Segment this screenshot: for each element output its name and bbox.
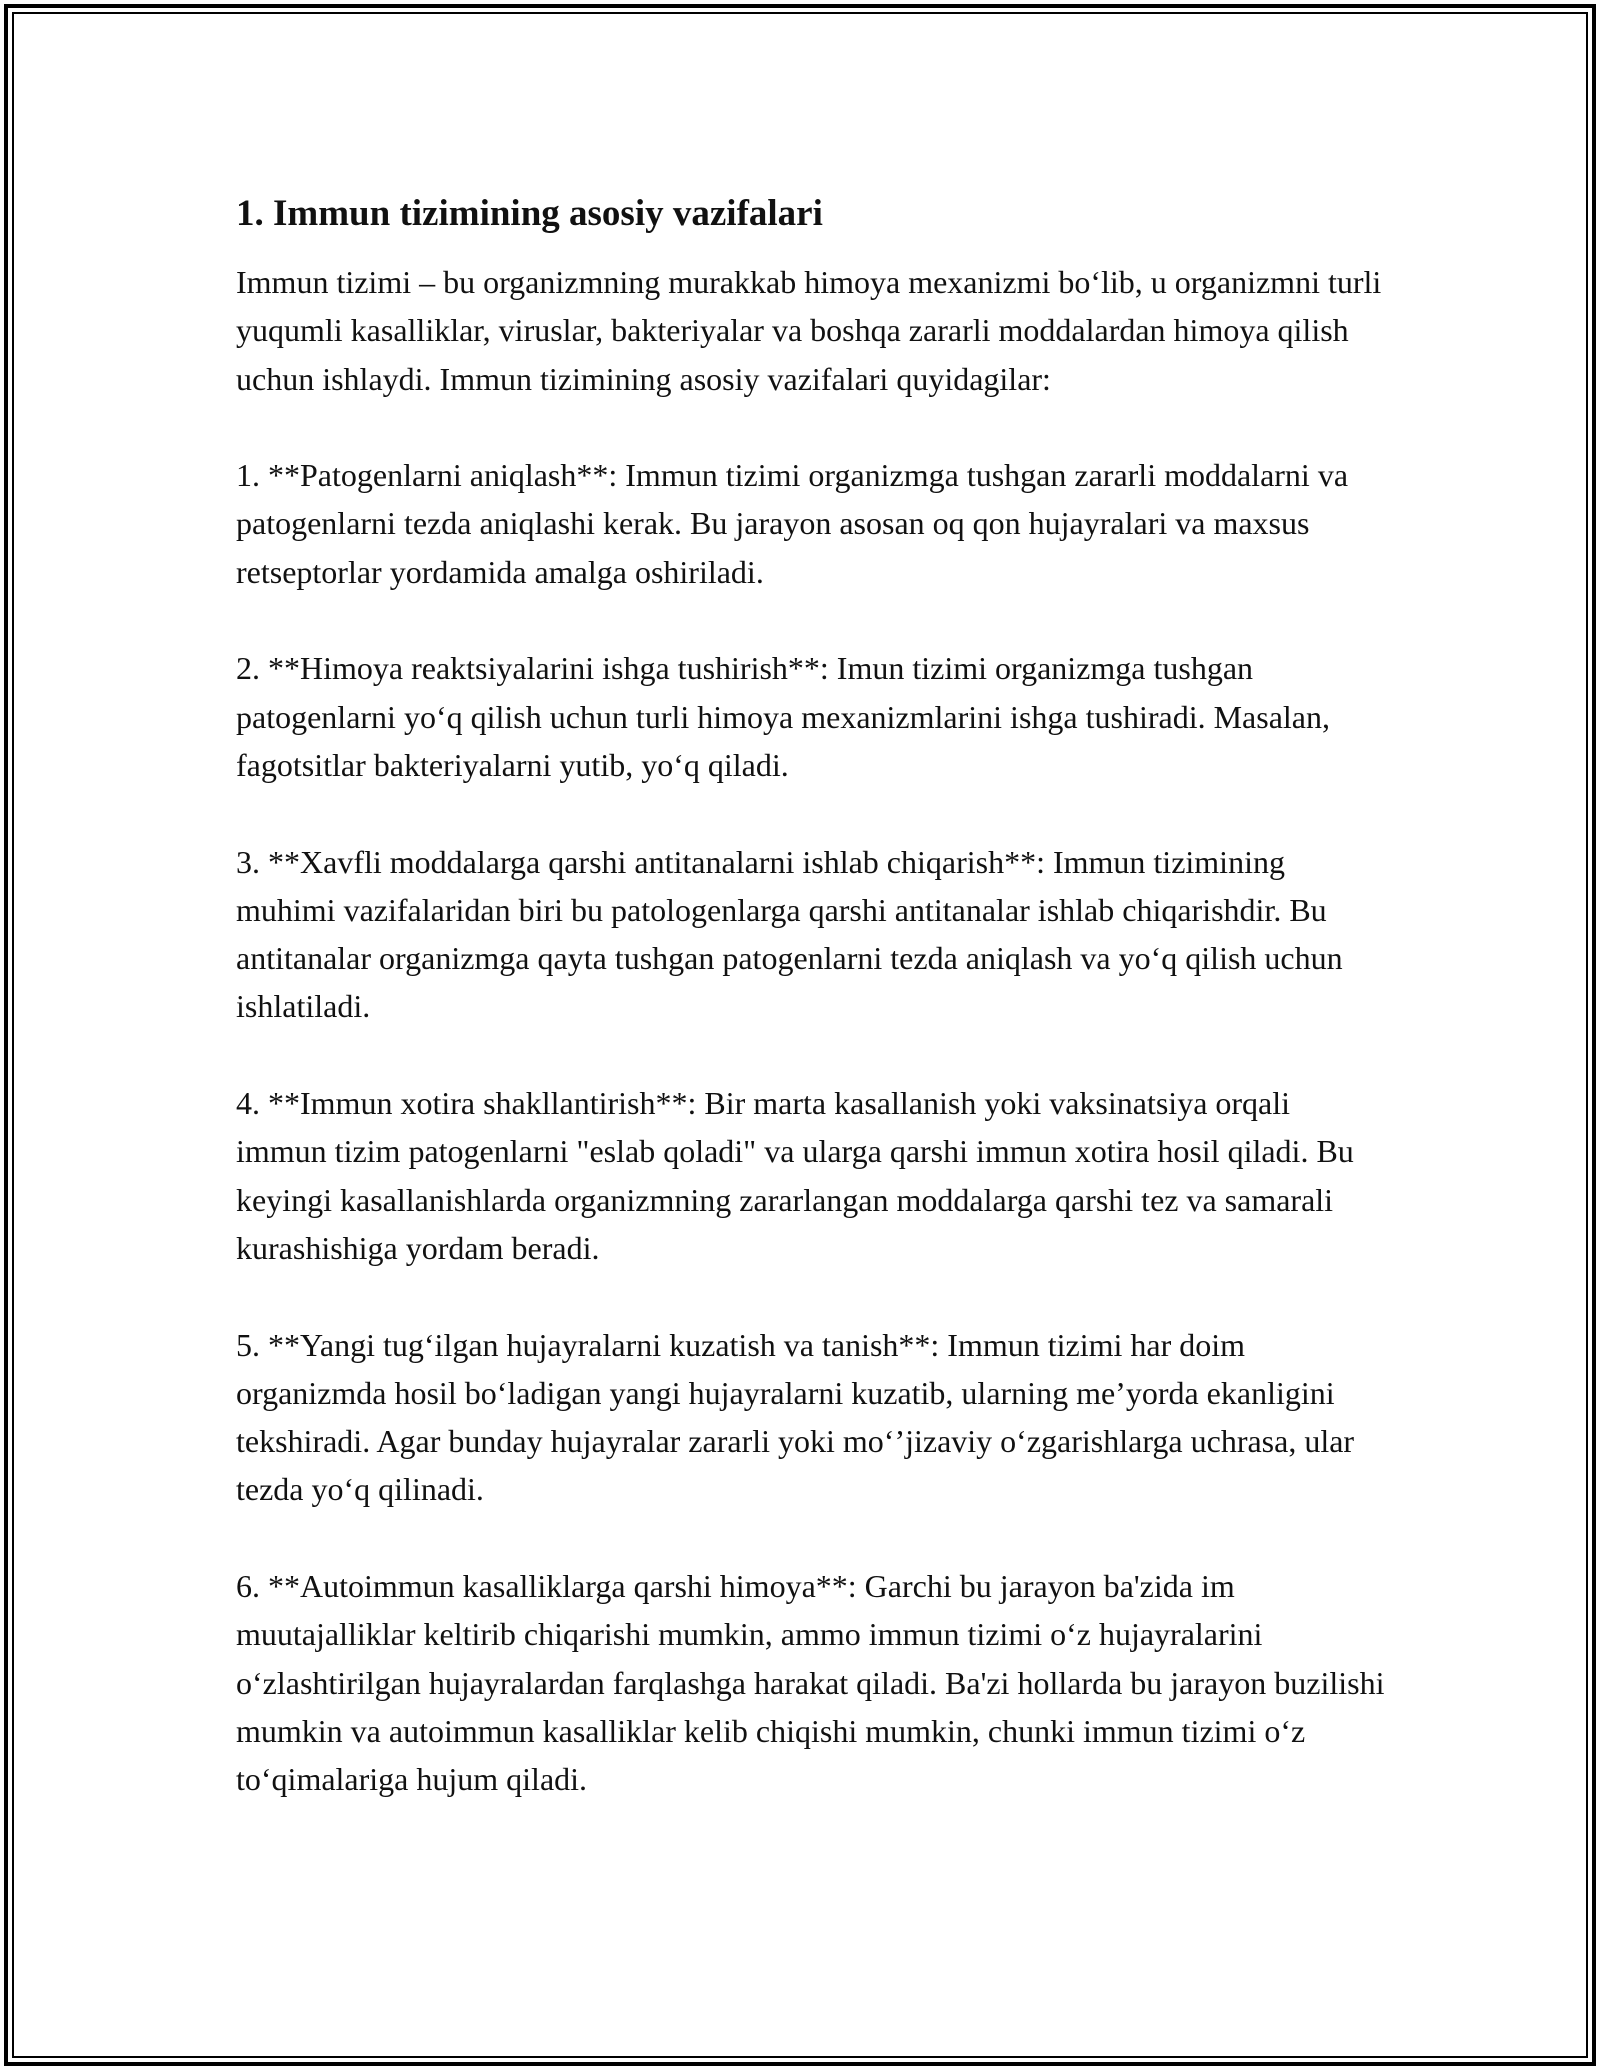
list-item-5: 5. **Yangi tug‘ilgan hujayralarni kuzatish va tanish**: Immun tizimi har doim organizmda hosil bo‘ladigan yangi hujayralarni kuzatib, ularning me’yorda ekanligini tekshiradi. Agar bunday hujayralar zararli yoki mo‘’jizaviy o‘zgarishlarga uchrasa, ular tezda yo‘q qilinadi. — [236, 1326, 1355, 1508]
section-heading: 1. Immun tizimining asosiy vazifalari — [236, 193, 823, 234]
list-item-2: 2. **Himoya reaktsiyalarini ishga tushirish**: Imun tizimi organizmga tushgan patogenlarni yo‘q qilish uchun turli himoya mexanizmlarini ishga tushiradi. Masalan, fagotsitlar bakteriyalarni yutib, yo‘q qiladi. — [236, 650, 1330, 783]
list-item-4: 4. **Immun xotira shakllantirish**: Bir marta kasallanish yoki vaksinatsiya orqali immun tizim patogenlarni "eslab qoladi" va ularga qarshi immun xotira hosil qiladi. Bu keyingi kasallanishlarda organizmning zararlangan moddalarga qarshi tez va samarali kurashishiga yordam beradi. — [236, 1085, 1354, 1266]
list-item-3: 3. **Xavfli moddalarga qarshi antitanalarni ishlab chiqarish**: Immun tizimining muhimi vazifalaridan biri bu patologenlarga qarshi antitanalar ishlab chiqarishdir. Bu antitanalar organizmga qayta tushgan patogenlarni tezda aniqlash va yo‘q qilish uchun ishlatiladi. — [236, 843, 1343, 1025]
list-item-1: 1. **Patogenlarni aniqlash**: Immun tizimi organizmga tushgan zararli moddalarni va patogenlarni tezda aniqlashi kerak. Bu jarayon asosan oq qon hujayralari va maxsus retseptorlar yordamida amalga oshiriladi. — [236, 457, 1349, 590]
intro-paragraph: Immun tizimi – bu organizmning murakkab himoya mexanizmi bo‘lib, u organizmni turli yuqumli kasalliklar, viruslar, bakteriyalar va boshqa zararli moddalardan himoya qilish uchun ishlaydi. Immun tizimining asosiy vazifalari quyidagilar: — [236, 264, 1382, 397]
list-item-6: 6. **Autoimmun kasalliklarga qarshi himoya**: Garchi bu jarayon ba'zida im muutajalliklar keltirib chiqarishi mumkin, ammo immun tizimi o‘z hujayralarini o‘zlashtirilgan hujayralardan farqlashga harakat qiladi. Ba'zi hollarda bu jarayon buzilishi mumkin va autoimmun kasalliklar kelib chiqishi mumkin, chunki immun tizimi o‘z to‘qimalariga hujum qiladi. — [236, 1568, 1385, 1798]
document-body — [236, 186, 1386, 1804]
